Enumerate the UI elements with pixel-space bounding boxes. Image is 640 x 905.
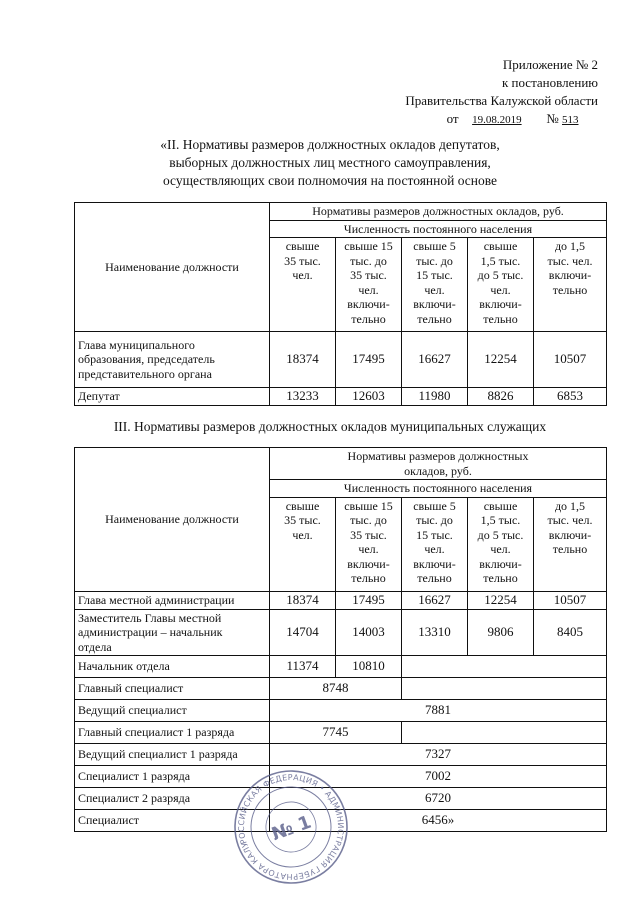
row-name: Ведущий специалист: [75, 700, 270, 722]
column-header: свыше 35 тыс. чел.: [270, 497, 336, 591]
table-row: [75, 722, 607, 744]
cell-value: 17495: [336, 591, 402, 609]
date-value: 19.08.2019: [472, 114, 522, 126]
row-name: Специалист 2 разряда: [75, 788, 270, 810]
section3-title: III. Нормативы размеров должностных окладов муниципальных служащих: [113, 419, 547, 434]
cell-value: 11374: [270, 656, 336, 678]
appendix-date-row: [405, 110, 598, 129]
row-name: Ведущий специалист 1 разряда: [75, 744, 270, 766]
title-line: «II. Нормативы размеров должностных окладов депутатов,: [160, 137, 500, 152]
cell-value: 9806: [468, 609, 534, 656]
name-header: Наименование должности: [75, 448, 270, 592]
row-name: Глава муниципального образования, председатель представительного органа: [75, 332, 270, 388]
column-header: свыше 1,5 тыс. до 5 тыс. чел. включи- тельно: [468, 497, 534, 591]
cell-value: 14003: [336, 609, 402, 656]
cell-value: 6720: [270, 788, 607, 810]
stamp-ring-text: РОССИЙСКАЯ ФЕДЕРАЦИЯ • АДМИНИСТРАЦИЯ ГУБЕРНАТОРА КАЛУЖСКОЙ: [236, 772, 346, 882]
row-name: Начальник отдела: [75, 656, 270, 678]
group-header: Нормативы размеров должностных окладов, руб.: [270, 448, 607, 480]
column-header: свыше 15 тыс. до 35 тыс. чел. включи- тельно: [336, 238, 402, 332]
appendix-header: [405, 56, 598, 129]
empty-cell: [402, 722, 607, 744]
cell-value: 10507: [534, 591, 607, 609]
cell-value: 7745: [270, 722, 402, 744]
cell-value: 6456»: [270, 810, 607, 832]
row-name: Специалист 1 разряда: [75, 766, 270, 788]
date-prefix: от: [446, 111, 459, 126]
cell-value: 7881: [270, 700, 607, 722]
cell-value: 7327: [270, 744, 607, 766]
stamp-number: № 1: [268, 811, 315, 846]
table-row: [75, 744, 607, 766]
column-header: свыше 15 тыс. до 35 тыс. чел. включи- тельно: [336, 497, 402, 591]
cell-value: 18374: [270, 332, 336, 388]
column-header: свыше 35 тыс. чел.: [270, 238, 336, 332]
section2-table: [74, 202, 607, 406]
cell-value: 16627: [402, 591, 468, 609]
row-name: Депутат: [75, 388, 270, 406]
group-header: Нормативы размеров должностных окладов, руб.: [270, 203, 607, 221]
table-row: [75, 678, 607, 700]
cell-value: 18374: [270, 591, 336, 609]
table-row: [75, 609, 607, 656]
row-name: Глава местной администрации: [75, 591, 270, 609]
cell-value: 10810: [336, 656, 402, 678]
cell-value: 11980: [402, 388, 468, 406]
column-header: свыше 5 тыс. до 15 тыс. чел. включи- тельно: [402, 497, 468, 591]
table-row: [75, 591, 607, 609]
number-prefix: №: [546, 111, 559, 126]
population-header: Численность постоянного населения: [270, 220, 607, 238]
table-row: [75, 700, 607, 722]
cell-value: 6853: [534, 388, 607, 406]
cell-value: 13310: [402, 609, 468, 656]
table-row: [75, 332, 607, 388]
cell-value: 8748: [270, 678, 402, 700]
section2-title: [70, 136, 590, 190]
name-header: Наименование должности: [75, 203, 270, 332]
appendix-line: к постановлению: [501, 75, 598, 90]
column-header: свыше 5 тыс. до 15 тыс. чел. включи- тельно: [402, 238, 468, 332]
cell-value: 12603: [336, 388, 402, 406]
empty-cell: [402, 678, 607, 700]
cell-value: 17495: [336, 332, 402, 388]
population-header: Численность постоянного населения: [270, 480, 607, 498]
cell-value: 14704: [270, 609, 336, 656]
table-row: [75, 388, 607, 406]
title-line: выборных должностных лиц местного самоуправления,: [169, 155, 491, 170]
row-name: Заместитель Главы местной администрации – начальник отдела: [75, 609, 270, 656]
cell-value: 10507: [534, 332, 607, 388]
number-value: 513: [562, 114, 579, 126]
column-header: до 1,5 тыс. чел. включи- тельно: [534, 497, 607, 591]
appendix-line: Правительства Калужской области: [405, 93, 598, 108]
cell-value: 12254: [468, 332, 534, 388]
cell-value: 16627: [402, 332, 468, 388]
row-name: Специалист: [75, 810, 270, 832]
row-name: Главный специалист: [75, 678, 270, 700]
cell-value: 8405: [534, 609, 607, 656]
column-header: свыше 1,5 тыс. до 5 тыс. чел. включи- тельно: [468, 238, 534, 332]
cell-value: 7002: [270, 766, 607, 788]
empty-cell: [402, 656, 607, 678]
cell-value: 12254: [468, 591, 534, 609]
cell-value: 13233: [270, 388, 336, 406]
cell-value: 8826: [468, 388, 534, 406]
row-name: Главный специалист 1 разряда: [75, 722, 270, 744]
official-stamp-icon: [232, 768, 350, 886]
title-line: осуществляющих свои полномочия на постоянной основе: [162, 173, 498, 188]
column-header: до 1,5 тыс. чел. включи- тельно: [534, 238, 607, 332]
table-row: [75, 656, 607, 678]
appendix-line: Приложение № 2: [502, 57, 598, 72]
